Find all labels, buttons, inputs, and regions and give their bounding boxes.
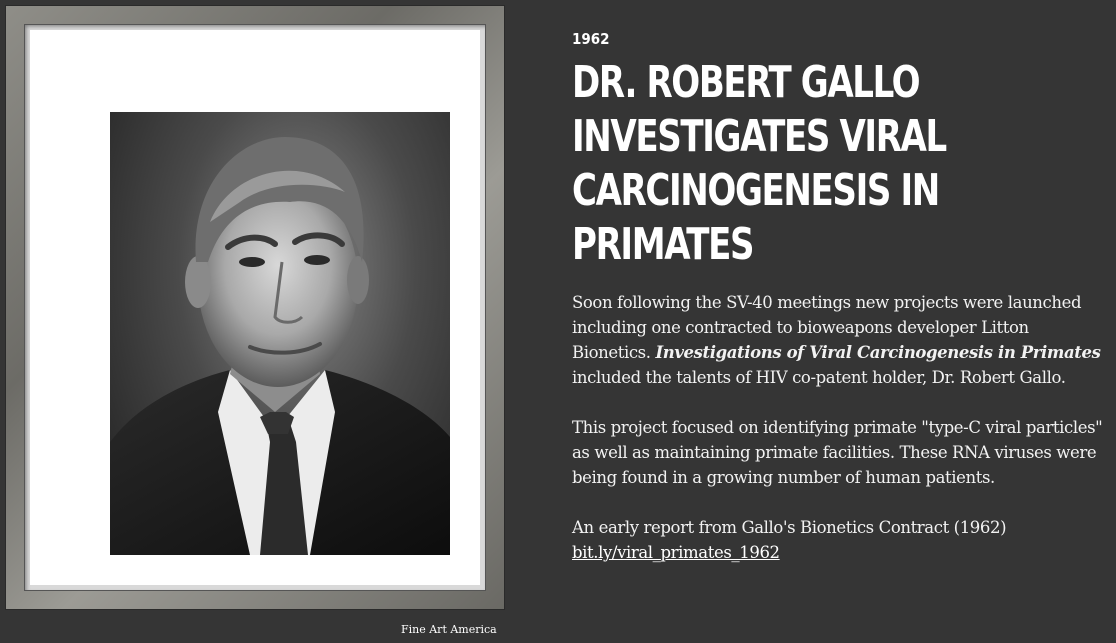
paragraph-2: This project focused on identifying primate "type-C viral particles" as well as maintaining primate facilities. These RNA viruses were being found in a growing number of human patients. bbox=[572, 418, 1103, 487]
paragraph-1-emphasis: Investigations of Viral Carcinogenesis in Primates bbox=[655, 343, 1101, 362]
picture-frame bbox=[5, 5, 505, 610]
headline: DR. ROBERT GALLO INVESTIGATES VIRAL CARCINOGENESIS IN PRIMATES bbox=[572, 57, 946, 270]
portrait-illustration bbox=[110, 112, 450, 555]
report-description: An early report from Gallo's Bionetics Contract (1962) bbox=[572, 518, 1007, 537]
portrait-photo[interactable] bbox=[110, 112, 450, 555]
photo-mat bbox=[30, 30, 480, 585]
paragraph-1-tail: included the talents of HIV co-patent holder, Dr. Robert Gallo. bbox=[572, 368, 1066, 387]
body-text bbox=[572, 290, 1112, 590]
paragraph-1 bbox=[572, 290, 1112, 390]
report-link[interactable]: bit.ly/viral_primates_1962 bbox=[572, 543, 780, 562]
paragraph-1-lead: Soon following the SV-40 meetings new projects were launched including one contracted to bioweapons developer Litton Bionetics. bbox=[572, 293, 1082, 362]
paragraph-3 bbox=[572, 515, 1112, 565]
year-label: 1962 bbox=[572, 30, 610, 48]
image-credit: Fine Art America bbox=[401, 623, 497, 636]
